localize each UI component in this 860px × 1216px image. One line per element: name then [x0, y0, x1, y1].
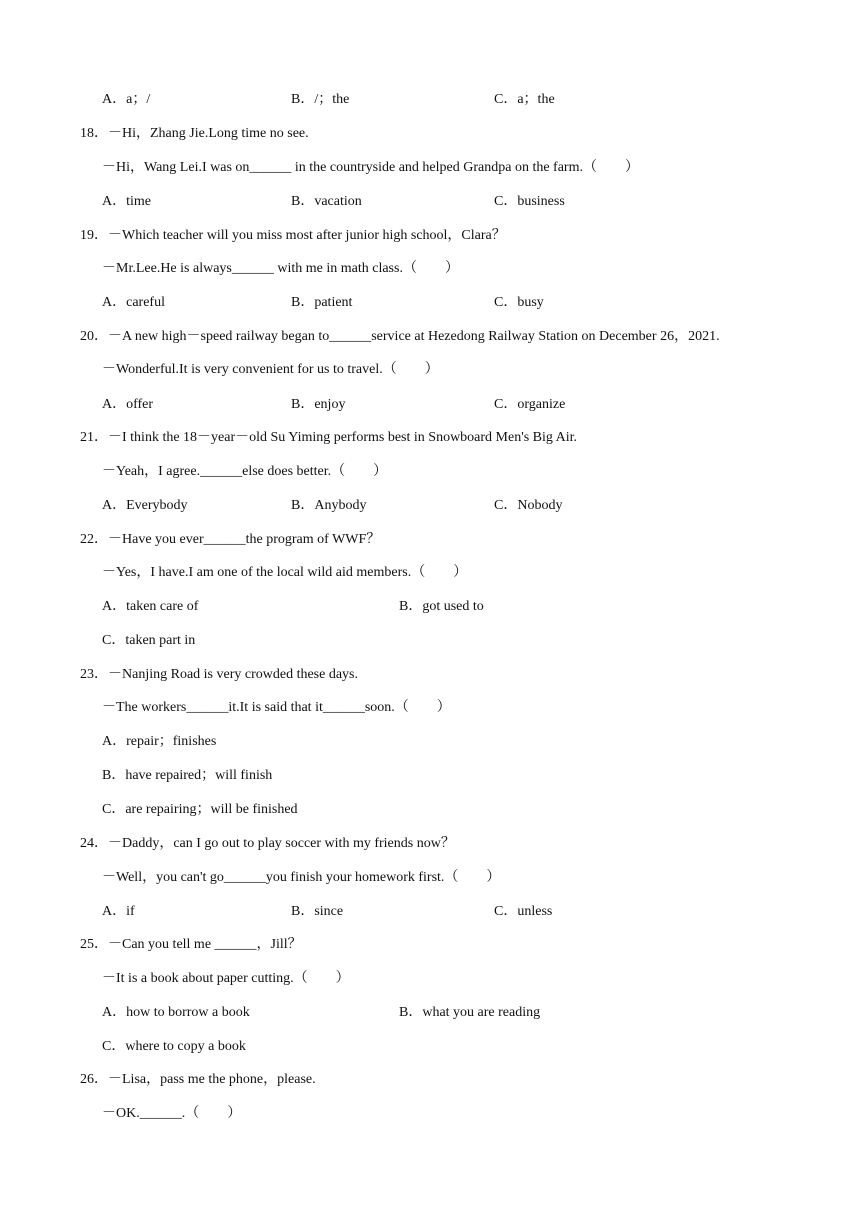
question-18-option-a: A．time — [102, 194, 151, 209]
question-24-option-b: B．since — [291, 904, 344, 919]
question-23-option-b: B．have repaired；will finish — [102, 768, 273, 783]
question-24-stem: 24．－Daddy，can I go out to play soccer with my friends now？ — [80, 836, 455, 851]
question-25-option-b: B．what you are reading — [399, 1005, 541, 1020]
question-22-option-a: A．taken care of — [102, 599, 199, 614]
question-21-option-a: A．Everybody — [102, 498, 188, 513]
question-21-stem: 21．－I think the 18－year－old Su Yiming performs best in Snowboard Men's Big Air. — [80, 430, 578, 445]
question-22-option-b: B．got used to — [399, 599, 484, 614]
question-20-option-b: B．enjoy — [291, 397, 346, 412]
question-22-option-c: C．taken part in — [102, 633, 196, 648]
question-19-option-c: C．busy — [494, 295, 544, 310]
question-21-option-b: B．Anybody — [291, 498, 367, 513]
question-18-option-c: C．business — [494, 194, 565, 209]
question-19-stem: 19．－Which teacher will you miss most after junior high school，Clara？ — [80, 228, 506, 243]
question-21-reply: －Yeah，I agree.______else does better.（ ） — [102, 464, 388, 479]
question-25-stem: 25．－Can you tell me ______，Jill？ — [80, 937, 302, 952]
question-19-reply: －Mr.Lee.He is always______ with me in math class.（ ） — [102, 261, 459, 276]
question-24-reply: －Well，you can't go______you finish your homework first.（ ） — [102, 870, 501, 885]
question-26-stem: 26．－Lisa，pass me the phone，please. — [80, 1072, 316, 1087]
question-18-stem: 18．－Hi，Zhang Jie.Long time no see. — [80, 126, 309, 141]
question-23-option-c: C．are repairing；will be finished — [102, 802, 298, 817]
question-22-stem: 22．－Have you ever______the program of WWF？ — [80, 532, 381, 547]
question-19-option-a: A．careful — [102, 295, 165, 310]
q17-option-b: B．/；the — [291, 92, 350, 107]
question-20-stem: 20．－A new high－speed railway began to______service at Hezedong Railway Station on December 26，2021. — [80, 329, 720, 344]
question-18-option-b: B．vacation — [291, 194, 362, 209]
question-22-reply: －Yes，I have.I am one of the local wild aid members.（ ） — [102, 565, 468, 580]
question-25-option-c: C．where to copy a book — [102, 1039, 246, 1054]
question-20-reply: －Wonderful.It is very convenient for us to travel.（ ） — [102, 362, 439, 377]
question-26-reply: －OK.______.（ ） — [102, 1106, 242, 1121]
question-19-option-b: B．patient — [291, 295, 353, 310]
question-20-option-a: A．offer — [102, 397, 154, 412]
question-23-stem: 23．－Nanjing Road is very crowded these days. — [80, 667, 358, 682]
question-25-reply: －It is a book about paper cutting.（ ） — [102, 971, 350, 986]
q17-option-c: C．a；the — [494, 92, 555, 107]
question-23-reply: －The workers______it.It is said that it______soon.（ ） — [102, 700, 451, 715]
question-21-option-c: C．Nobody — [494, 498, 563, 513]
question-24-option-a: A．if — [102, 904, 135, 919]
q17-option-a: A．a；/ — [102, 92, 151, 107]
question-24-option-c: C．unless — [494, 904, 553, 919]
question-20-option-c: C．organize — [494, 397, 566, 412]
question-18-reply: －Hi，Wang Lei.I was on______ in the countryside and helped Grandpa on the farm.（ ） — [102, 160, 639, 175]
question-23-option-a: A．repair；finishes — [102, 734, 217, 749]
question-25-option-a: A．how to borrow a book — [102, 1005, 250, 1020]
